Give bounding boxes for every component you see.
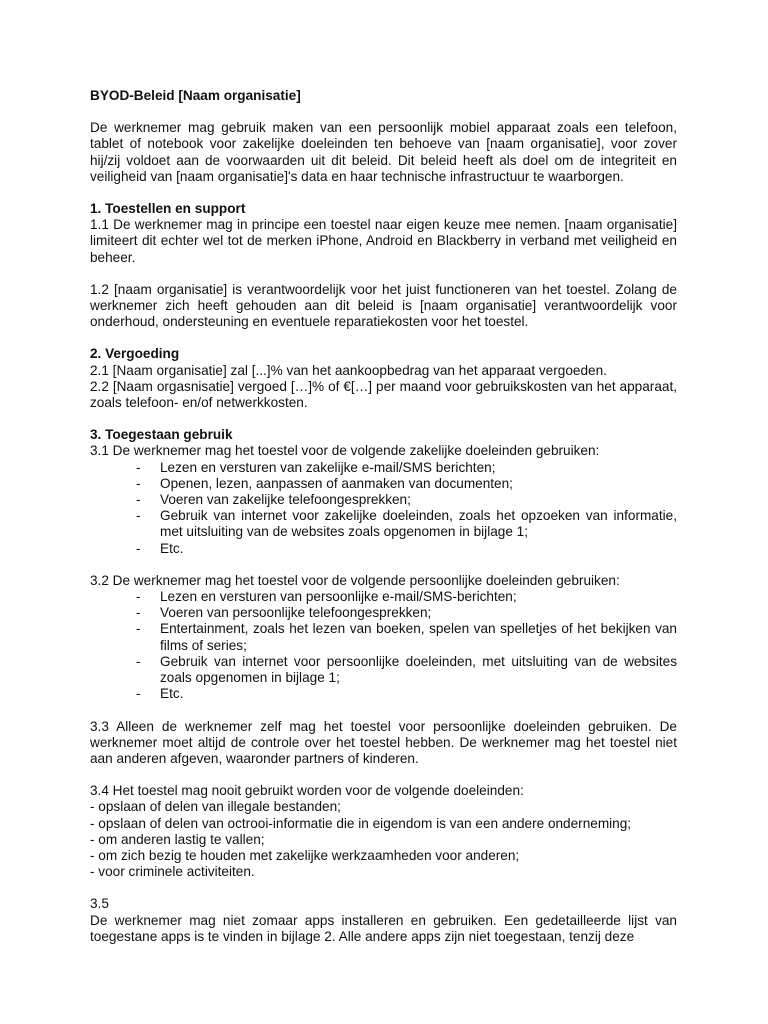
paragraph-2-2: 2.2 [Naam orgasnisatie] vergoed […]% of €[…] per maand voor gebruikskosten van het apparaat, zoals telefoon- en/of netwerkkosten.: [90, 378, 677, 411]
business-use-list: [90, 460, 677, 557]
prohibited-item: - om zich bezig te houden met zakelijke werkzaamheden voor anderen;: [90, 847, 520, 863]
list-item: - Openen, lezen, aanpassen of aanmaken van documenten;: [136, 475, 513, 491]
document-title: BYOD-Beleid [Naam organisatie]: [90, 88, 301, 103]
paragraph-3-1: 3.1 De werknemer mag het toestel voor de volgende zakelijke doeleinden gebruiken:: [90, 443, 600, 459]
document-body: [90, 88, 677, 961]
paragraph-2-1: 2.1 [Naam organisatie] zal [...]% van het aankoopbedrag van het apparaat vergoeden.: [90, 362, 607, 378]
list-item: - Lezen en versturen van persoonlijke e-mail/SMS-berichten;: [136, 589, 517, 605]
prohibited-item: - om anderen lastig te vallen;: [90, 831, 265, 847]
intro-paragraph: De werknemer mag gebruik maken van een persoonlijk mobiel apparaat zoals een telefoon, tablet of notebook voor zakelijke doeleinden ten behoeve van [naam organisatie], voor zover hij/zij voldoet aan de voorwaarden uit dit beleid. Dit beleid heeft als doel om de integriteit en veiligheid van [naam organisatie]'s data en haar technische infrastructuur te waarborgen.: [90, 120, 677, 184]
prohibited-item: - voor criminele activiteiten.: [90, 864, 255, 880]
list-item: - Voeren van persoonlijke telefoongesprekken;: [136, 605, 432, 621]
list-item: - Lezen en versturen van zakelijke e-mail/SMS berichten;: [136, 459, 496, 475]
paragraph-1-2: 1.2 [naam organisatie] is verantwoordelijk voor het juist functioneren van het toestel. Zolang de werknemer zich heeft gehouden aan dit beleid is [naam organisatie] verantwoordelijk voor onderhoud, ondersteuning en eventuele reparatiekosten voor het toestel.: [90, 281, 677, 330]
paragraph-3-4: 3.4 Het toestel mag nooit gebruikt worden voor de volgende doeleinden:: [90, 783, 524, 799]
list-item: - Etc.: [136, 686, 184, 702]
paragraph-3-5: De werknemer mag niet zomaar apps installeren en gebruiken. Een gedetailleerde lijst van toegestane apps is te vinden in bijlage 2. Alle andere apps zijn niet toegestaan, tenzij deze: [90, 912, 677, 944]
section-1-heading: 1. Toestellen en support: [90, 201, 246, 217]
personal-use-list: [90, 589, 677, 702]
prohibited-item: - opslaan of delen van illegale bestanden;: [90, 799, 341, 815]
section-2-heading: 2. Vergoeding: [90, 346, 180, 362]
list-item: - Etc.: [136, 540, 184, 556]
prohibited-item: - opslaan of delen van octrooi-informatie die in eigendom is van een andere onderneming;: [90, 815, 632, 831]
paragraph-3-5-number: 3.5: [90, 896, 109, 912]
list-item: - Entertainment, zoals het lezen van boeken, spelen van spelletjes of het bekijken van films of series;: [136, 621, 677, 653]
section-3-heading: 3. Toegestaan gebruik: [90, 427, 233, 443]
list-item: - Gebruik van internet voor persoonlijke doeleinden, met uitsluiting van de websites zoals opgenomen in bijlage 1;: [136, 653, 677, 686]
paragraph-3-2: 3.2 De werknemer mag het toestel voor de volgende persoonlijke doeleinden gebruiken:: [90, 572, 620, 588]
paragraph-3-3: 3.3 Alleen de werknemer zelf mag het toestel voor persoonlijke doeleinden gebruiken. De werknemer moet altijd de controle over het toestel hebben. De werknemer mag het toestel niet aan anderen afgeven, waaronder partners of kinderen.: [90, 718, 677, 766]
list-item: - Gebruik van internet voor zakelijke doeleinden, zoals het opzoeken van informatie, met uitsluiting van de websites zoals opgenomen in bijlage 1;: [136, 508, 677, 540]
list-item: - Voeren van zakelijke telefoongesprekken;: [136, 492, 411, 508]
paragraph-1-1: 1.1 De werknemer mag in principe een toestel naar eigen keuze mee nemen. [naam organisatie] limiteert dit echter wel tot de merken iPhone, Android en Blackberry in verband met veiligheid en beheer.: [90, 217, 677, 265]
